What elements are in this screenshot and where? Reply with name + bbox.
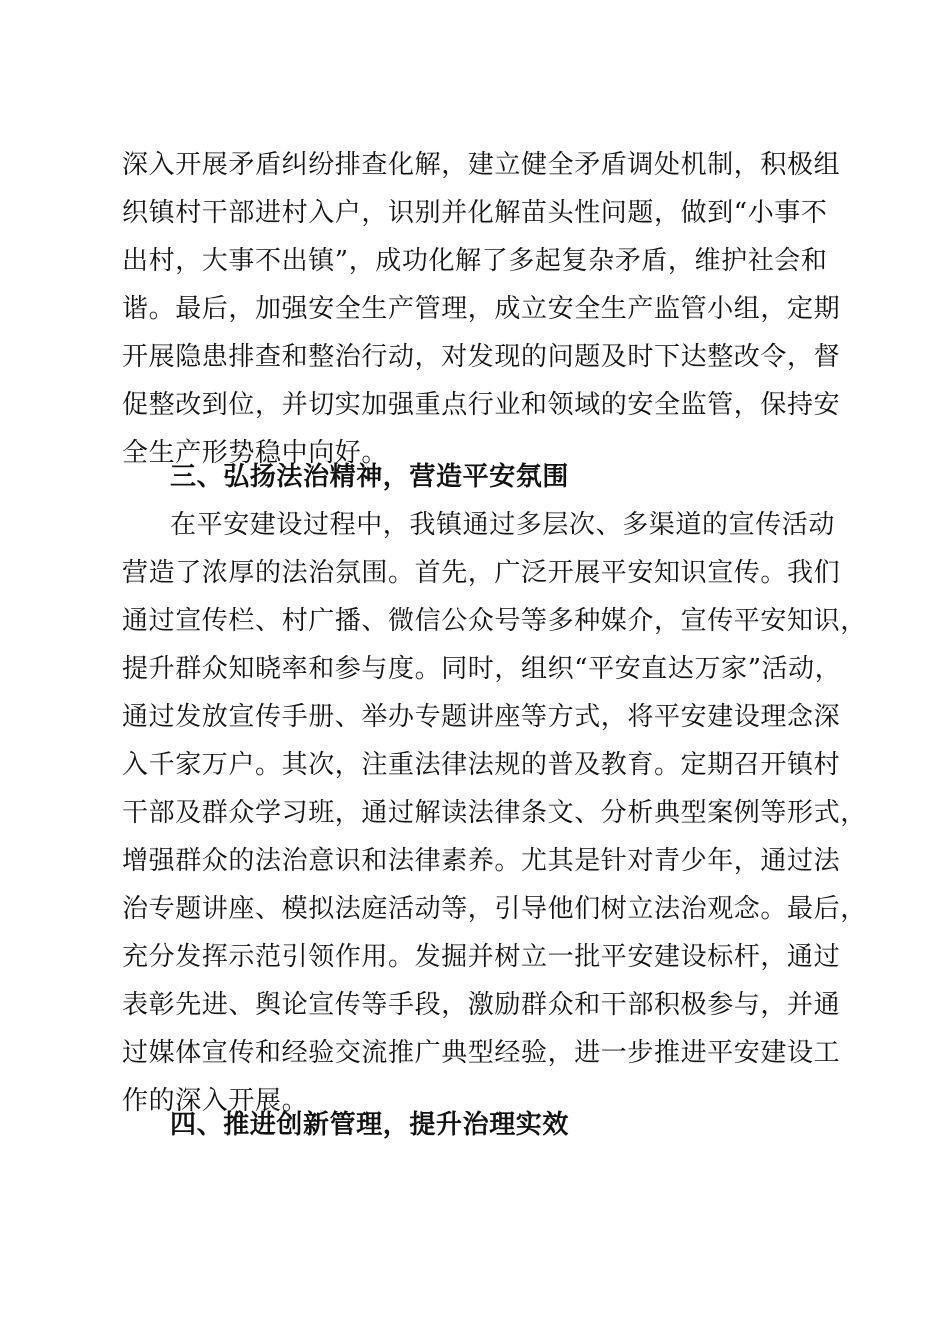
section-heading-3: 三、弘扬法治精神，营造平安氛围 [170,462,570,492]
paragraph-2-line-7: 干部及群众学习班，通过解读法律条文、分析典型案例等形式， [122,798,867,828]
paragraph-2-line-10: 充分发挥示范引领作用。发掘并树立一批平安建设标杆，通过 [122,942,841,972]
paragraph-2-line-1: 在平安建设过程中，我镇通过多层次、多渠道的宣传活动 [170,510,836,540]
paragraph-2-line-3: 通过宣传栏、村广播、微信公众号等多种媒介，宣传平安知识， [122,606,867,636]
paragraph-2-line-9: 治专题讲座、模拟法庭活动等，引导他们树立法治观念。最后， [122,894,867,924]
paragraph-2-line-12: 过媒体宣传和经验交流推广典型经验，进一步推进平安建设工 [122,1038,841,1068]
paragraph-1-line-1: 深入开展矛盾纠纷排查化解，建立健全矛盾调处机制，积极组 [122,150,841,180]
paragraph-2-line-6: 入千家万户。其次，注重法律法规的普及教育。定期召开镇村 [122,750,841,780]
paragraph-2-line-4: 提升群众知晓率和参与度。同时，组织“平安直达万家”活动， [122,654,842,684]
paragraph-1-line-3: 出村，大事不出镇”，成功化解了多起复杂矛盾，维护社会和 [122,246,828,276]
paragraph-1-line-6: 促整改到位，并切实加强重点行业和领域的安全监管，保持安 [122,390,841,420]
paragraph-2-line-11: 表彰先进、舆论宣传等手段，激励群众和干部积极参与，并通 [122,990,841,1020]
paragraph-1-line-5: 开展隐患排查和整治行动，对发现的问题及时下达整改令，督 [122,342,841,372]
paragraph-2-line-5: 通过发放宣传手册、举办专题讲座等方式，将平安建设理念深 [122,702,841,732]
paragraph-2-line-2: 营造了浓厚的法治氛围。首先，广泛开展平安知识宣传。我们 [122,558,841,588]
paragraph-1-line-4: 谐。最后，加强安全生产管理，成立安全生产监管小组，定期 [122,294,841,324]
paragraph-2-line-13: 作的深入开展。 [122,1086,309,1116]
section-heading-4: 四、推进创新管理，提升治理实效 [170,1110,570,1140]
paragraph-2-line-8: 增强群众的法治意识和法律素养。尤其是针对青少年，通过法 [122,846,841,876]
paragraph-1-line-2: 织镇村干部进村入户，识别并化解苗头性问题，做到“小事不 [122,198,828,228]
paragraph-1-line-7: 全生产形势稳中向好。 [122,438,389,468]
